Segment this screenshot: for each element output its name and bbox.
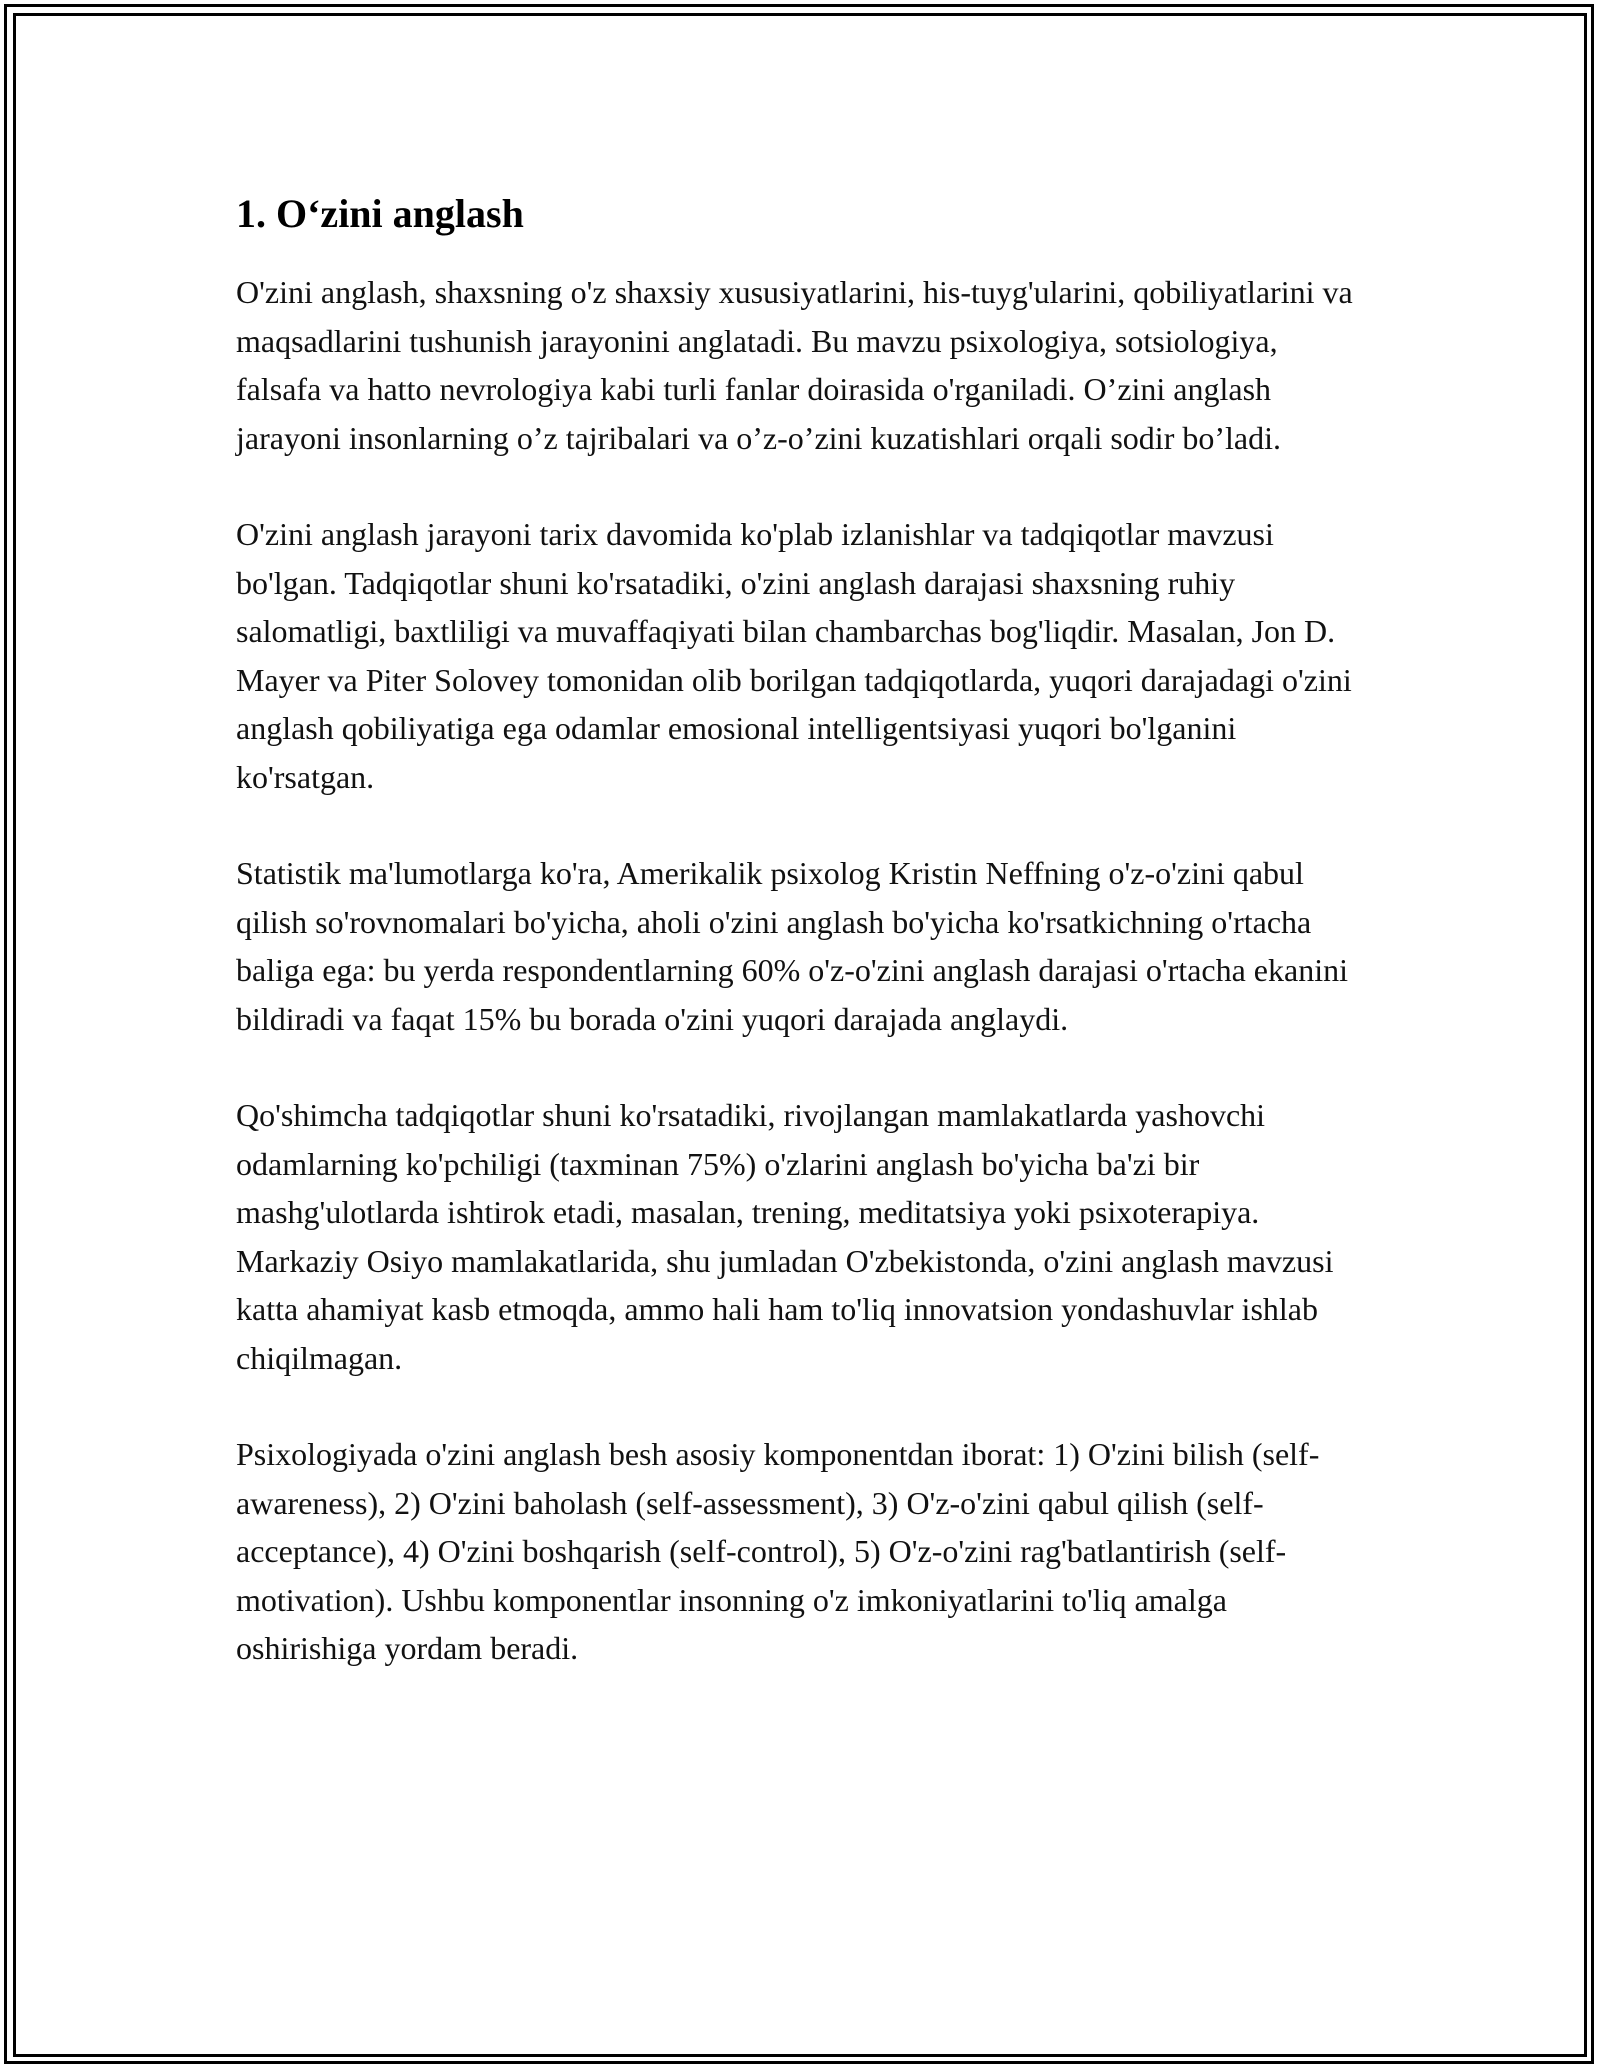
document-body <box>236 188 1366 1721</box>
paragraph-statistics: Statistik ma'lumotlarga ko'ra, Amerikalik psixolog Kristin Neffning o'z-o'zini qabul qilish so'rovnomalari bo'yicha, aholi o'zini anglash bo'yicha ko'rsatkichning o'rtacha baliga ega: bu yerda respondentlarning 60% o'z-o'zini anglash darajasi o'rtacha ekanini bildiradi va faqat 15% bu borada o'zini yuqori darajada anglaydi. <box>236 855 1348 1037</box>
paragraph-intro: O'zini anglash, shaxsning o'z shaxsiy xususiyatlarini, his-tuyg'ularini, qobiliyatlarini va maqsadlarini tushunish jarayonini anglatadi. Bu mavzu psixologiya, sotsiologiya, falsafa va hatto nevrologiya kabi turli fanlar doirasida o'rganiladi. O’zini anglash jarayoni insonlarning o’z tajribalari va o’z-o’zini kuzatishlari orqali sodir bo’ladi. <box>236 274 1353 456</box>
paragraph-research: O'zini anglash jarayoni tarix davomida ko'plab izlanishlar va tadqiqotlar mavzusi bo'lgan. Tadqiqotlar shuni ko'rsatadiki, o'zini anglash darajasi shaxsning ruhiy salomatligi, baxtliligi va muvaffaqiyati bilan chambarchas bog'liqdir. Masalan, Jon D. Mayer va Piter Solovey tomonidan olib borilgan tadqiqotlarda, yuqori darajadagi o'zini anglash qobiliyatiga ega odamlar emosional intelligentsiyasi yuqori bo'lganini ko'rsatgan. <box>236 516 1352 795</box>
paragraph-additional-research: Qo'shimcha tadqiqotlar shuni ko'rsatadiki, rivojlangan mamlakatlarda yashovchi odamlarning ko'pchiligi (taxminan 75%) o'zlarini anglash bo'yicha ba'zi bir mashg'ulotlarda ishtirok etadi, masalan, trening, meditatsiya yoki psixoterapiya. Markaziy Osiyo mamlakatlarida, shu jumladan O'zbekistonda, o'zini anglash mavzusi katta ahamiyat kasb etmoqda, ammo hali ham to'liq innovatsion yondashuvlar ishlab chiqilmagan. <box>236 1097 1334 1376</box>
paragraph-components: Psixologiyada o'zini anglash besh asosiy komponentdan iborat: 1) O'zini bilish (self-awareness), 2) O'zini baholash (self-assessment), 3) O'z-o'zini qabul qilish (self-acceptance), 4) O'zini boshqarish (self-control), 5) O'z-o'zini rag'batlantirish (self-motivation). Ushbu komponentlar insonning o'z imkoniyatlarini to'liq amalga oshirishiga yordam beradi. <box>236 1436 1320 1666</box>
section-heading: 1. O‘zini anglash <box>236 191 524 236</box>
